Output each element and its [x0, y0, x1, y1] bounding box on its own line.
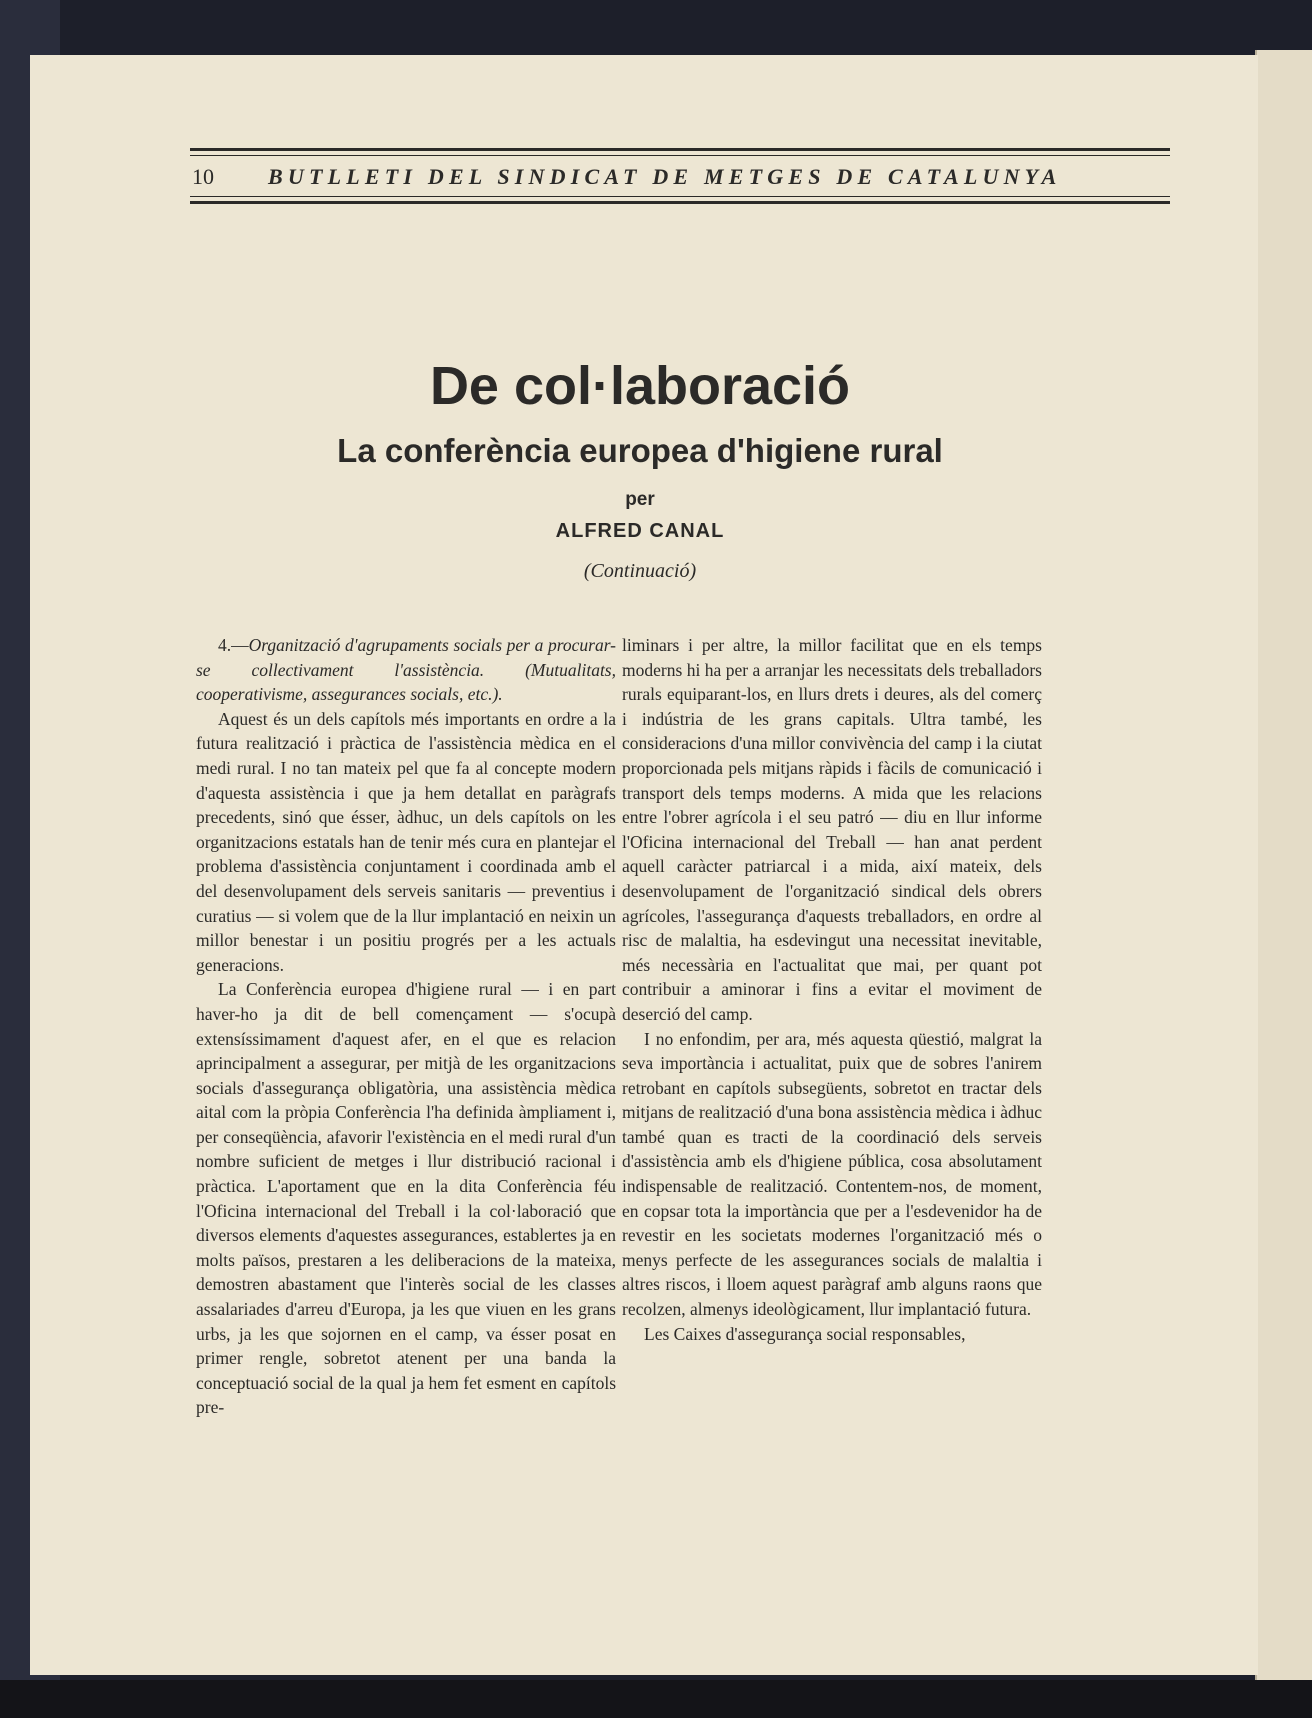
page-number: 10 [192, 164, 214, 189]
author-name: ALFRED CANAL [555, 520, 725, 542]
article-title: De col·laboració [429, 356, 851, 416]
continuation-note: (Continuació) [583, 560, 697, 582]
header-rule [190, 196, 1170, 197]
body-paragraph: Aquest és un dels capítols més importants en ordre a la futura realització i pràctica de l'assistència mèdica en el medi rural. I no tan mateix pel que fa al concepte modern d'aquesta assistència i que ja hem detallat en paràgrafs precedents, sinó que ésser, àdhuc, un dels capítols on les organitzacions estatals han de tenir més cura en plantejar el problema d'assistència conjuntament i coordinada amb el del desenvolupament dels serveis sanitaris — preventius i curatius — si volem que de la llur implantació en neixin un millor benestar i un positiu progrés per a les actuals generacions. [196, 708, 616, 975]
body-paragraph: liminars i per altre, la millor facilitat que en els temps moderns hi ha per a arranjar les necessitats dels treballadors rurals equiparant-los, en llurs drets i deures, als del comerç i indústria de les grans capitals. Ultra també, les consideracions d'una millor convivència del camp i la ciutat proporcionada pels mitjans ràpids i fàcils de comunicació i transport dels temps moderns. A mida que les relacions entre l'obrer agrícola i el seu patró — diu en llur informe l'Oficina internacional del Treball — han anat perdent aquell caràcter patriarcal i a mida, així mateix, dels desenvolupament de l'organització sindical dels obrers agrícoles, l'assegurança d'aquests treballadors, en ordre al risc de malaltia, ha esdevingut una necessitat inevitable, més necessària en l'actualitat que mai, per quant pot contribuir a aminorar i fins a evitar el moviment de deserció del camp. [622, 635, 1042, 1024]
running-title: BUTLLETI DEL SINDICAT DE METGES DE CATALUNYA [268, 164, 1062, 189]
text-column-left [196, 633, 616, 1420]
byline-per: per [625, 489, 655, 510]
section-examples: (Mutualitats, cooperativisme, assegurances socials, etc.). [196, 659, 616, 705]
header-rule [190, 155, 1170, 156]
body-paragraph: Les Caixes d'assegurança social responsables, [644, 1323, 966, 1344]
section-heading-paragraph [196, 633, 616, 707]
section-number: 4.— [218, 635, 249, 655]
article-subtitle: La conferència europea d'higiene rural [337, 432, 943, 469]
body-paragraph: I no enfondim, per ara, més aquesta qüestió, malgrat la seva importància i actualitat, puix que de sobres l'anirem retrobant en capítols subsegüents, sobretot en tractar dels mitjans de realització d'una bona assistència mèdica i àdhuc també quan es tracti de la coordinació dels serveis d'assistència amb els d'higiene pública, cosa absolutament indispensable de realització. Contentem-nos, de moment, en copsar tota la importància que per a l'esdevenidor ha de revestir en les societats modernes l'organització més o menys perfecte de les assegurances socials de malaltia i altres riscos, i lloem aquest paràgraf amb alguns raons que recolzen, almenys ideològicament, llur implantació futura. [622, 1028, 1042, 1320]
document-page [30, 55, 1258, 1675]
body-paragraph: La Conferència europea d'higiene rural — i en part haver-ho ja dit de bell començament — s'ocupà extensíssimament d'aquest afer, en el que es relacion aprincipalment a assegurar, per mitjà de les organitzacions socials d'assegurança obligatòria, una assistència mèdica aital com la pròpia Conferència l'ha definida àmpliament i, per conseqüència, afavorir l'existència en el medi rural d'un nombre suficient de metges i llur distribució racional i pràctica. L'aportament que en la dita Conferència féu l'Oficina internacional del Treball i la col·laboració que diversos elements d'aquestes assegurances, establertes ja en molts països, prestaren a les deliberacions de la mateixa, demostren abastament que l'interès social de les classes assalariades d'arreu d'Europa, ja les que viuen en les grans urbs, ja les que sojornen en el camp, va ésser posat en primer rengle, sobretot atenent per una banda la conceptuació social de la qual ja hem fet esment en capítols pre- [196, 979, 616, 1418]
header-rule [190, 201, 1170, 204]
scan-background-bottom [0, 1680, 1312, 1718]
title-block [90, 355, 1190, 585]
text-column-right [622, 633, 1042, 1346]
header-rule [190, 148, 1170, 151]
section-heading: Organització d'agrupaments socials per a procurar-se collectivament l'assistència. [196, 635, 616, 680]
next-page-edge [1255, 50, 1312, 1690]
